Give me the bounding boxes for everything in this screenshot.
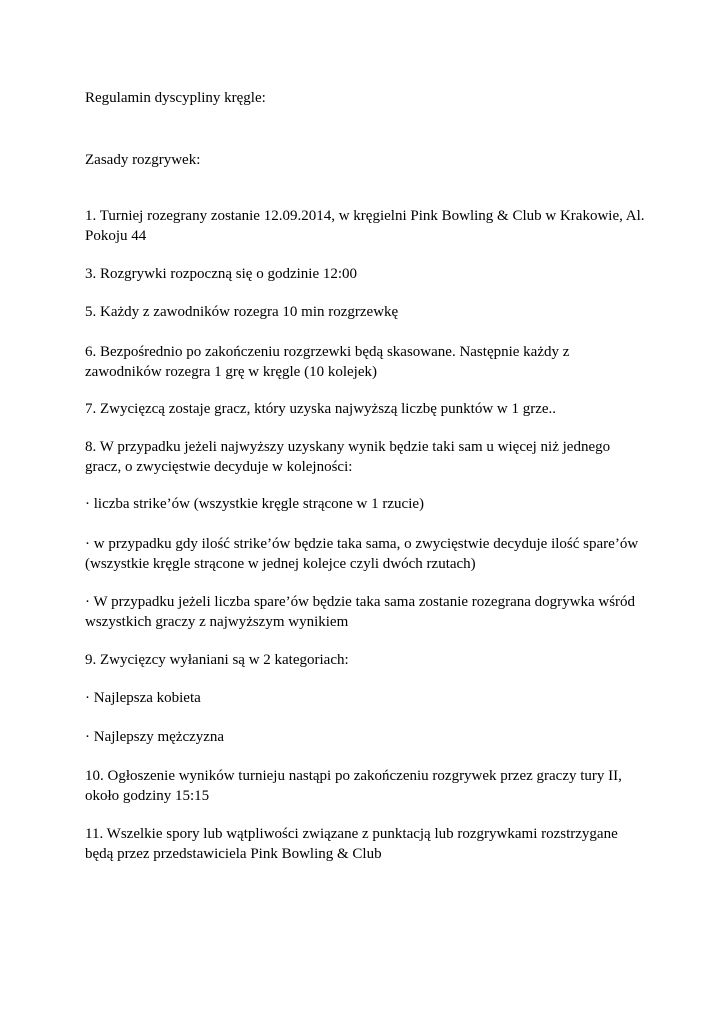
rule-11: 11. Wszelkie spory lub wątpliwości związane z punktacją lub rozgrywkami rozstrzygane będą przez przedstawiciela Pink Bowling & Club [85,826,618,862]
bullet-playoff: · W przypadku jeżeli liczba spare’ów będzie taka sama zostanie rozegrana dogrywka wśród wszystkich graczy z najwyższym wynikiem [85,594,636,630]
category-women: · Najlepsza kobieta [85,690,201,706]
bullet-spares: · w przypadku gdy ilość strike’ów będzie taka sama, o zwycięstwie decyduje ilość spare’ów (wszystkie kręgle strącone w jednej kolejce czyli dwóch rzutach) [85,536,639,572]
section-heading: Zasady rozgrywek: [85,152,201,168]
bullet-strikes: · liczba strike’ów (wszystkie kręgle strącone w 1 rzucie) [85,496,425,512]
rule-8: 8. W przypadku jeżeli najwyższy uzyskany wynik będzie taki sam u więcej niż jednego gracz, o zwycięstwie decyduje w kolejności: [85,439,611,475]
document-title: Regulamin dyscypliny kręgle: [85,90,266,106]
rule-9: 9. Zwycięzcy wyłaniani są w 2 kategoriach: [85,652,349,668]
category-men: · Najlepszy mężczyzna [85,729,225,745]
rule-3: 3. Rozgrywki rozpoczną się o godzinie 12:00 [85,266,358,282]
rule-1: 1. Turniej rozegrany zostanie 12.09.2014, w kręgielni Pink Bowling & Club w Krakowie, Al. Pokoju 44 [85,208,645,244]
rule-10: 10. Ogłoszenie wyników turnieju nastąpi po zakończeniu rozgrywek przez graczy tury II, około godziny 15:15 [85,768,622,804]
rule-6: 6. Bezpośrednio po zakończeniu rozgrzewki będą skasowane. Następnie każdy z zawodników rozegra 1 grę w kręgle (10 kolejek) [85,344,570,380]
rule-5: 5. Każdy z zawodników rozegra 10 min rozgrzewkę [85,304,399,320]
rule-7: 7. Zwycięzcą zostaje gracz, który uzyska najwyższą liczbę punktów w 1 grze.. [85,401,557,417]
